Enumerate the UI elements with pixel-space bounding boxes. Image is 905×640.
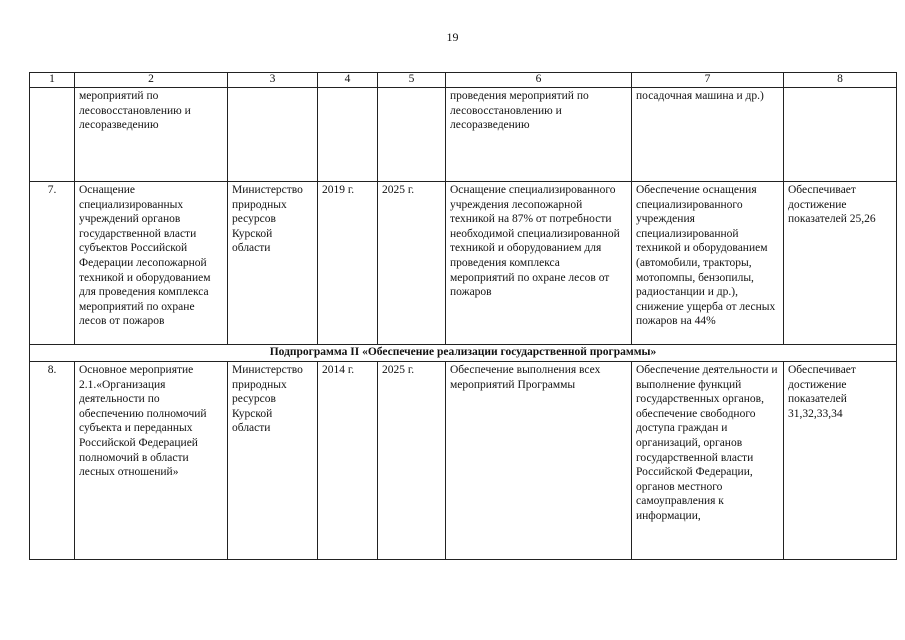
- indicator-link: Обеспечивает достижение показателей 25,26: [784, 182, 897, 345]
- consequences: посадочная машина и др.): [632, 88, 784, 182]
- column-number-row: [30, 73, 897, 88]
- expected-result: проведения мероприятий по лесовосстановлению и лесоразведению: [446, 88, 632, 182]
- responsible-executor: [228, 88, 318, 182]
- column-number: 2: [75, 73, 228, 88]
- column-number: 1: [30, 73, 75, 88]
- consequences: Обеспечение оснащения специализированного учреждения специализированной техникой и оборудованием (автомобили, тракторы, мотопомпы, бензопилы, радиостанции и др.), снижение ущерба от лесных пожаров на 44%: [632, 182, 784, 345]
- subprogram-row: [30, 345, 897, 362]
- start-year: [318, 88, 378, 182]
- end-year: 2025 г.: [378, 182, 446, 345]
- measure-name: мероприятий по лесовосстановлению и лесоразведению: [75, 88, 228, 182]
- indicator-link: [784, 88, 897, 182]
- column-number: 8: [784, 73, 897, 88]
- table-row: [30, 88, 897, 182]
- column-number: 5: [378, 73, 446, 88]
- column-number: 6: [446, 73, 632, 88]
- subprogram-title: Подпрограмма II «Обеспечение реализации государственной программы»: [30, 345, 897, 362]
- row-number: 8.: [30, 362, 75, 560]
- consequences: Обеспечение деятельности и выполнение функций государственных органов, обеспечение свободного доступа граждан и организаций, органов государственной власти Российской Федерации, органов местного самоуправления к информации,: [632, 362, 784, 560]
- expected-result: Обеспечение выполнения всех мероприятий Программы: [446, 362, 632, 560]
- measure-name: Оснащение специализированных учреждений органов государственной власти субъектов Российской Федерации лесопожарной техникой и оборудованием для проведения комплекса мероприятий по охране лесов от пожаров: [75, 182, 228, 345]
- start-year: 2019 г.: [318, 182, 378, 345]
- column-number: 4: [318, 73, 378, 88]
- responsible-executor: Министерство природных ресурсов Курской области: [228, 182, 318, 345]
- program-measures-table: [29, 72, 897, 560]
- end-year: [378, 88, 446, 182]
- end-year: 2025 г.: [378, 362, 446, 560]
- program-table-frame: [29, 72, 897, 560]
- table-row: [30, 182, 897, 345]
- expected-result: Оснащение специализированного учреждения лесопожарной техникой на 87% от потребности необходимой специализированной техникой и оборудованием для проведения комплекса мероприятий по охране лесов от пожаров: [446, 182, 632, 345]
- responsible-executor: Министерство природных ресурсов Курской области: [228, 362, 318, 560]
- measure-name: Основное мероприятие 2.1.«Организация деятельности по обеспечению полномочий субъекта и переданных Российской Федерацией полномочий в области лесных отношений»: [75, 362, 228, 560]
- column-number: 3: [228, 73, 318, 88]
- row-number: 7.: [30, 182, 75, 345]
- column-number: 7: [632, 73, 784, 88]
- indicator-link: Обеспечивает достижение показателей 31,32,33,34: [784, 362, 897, 560]
- page-number: 19: [446, 30, 459, 44]
- table-row: [30, 362, 897, 560]
- row-number: [30, 88, 75, 182]
- start-year: 2014 г.: [318, 362, 378, 560]
